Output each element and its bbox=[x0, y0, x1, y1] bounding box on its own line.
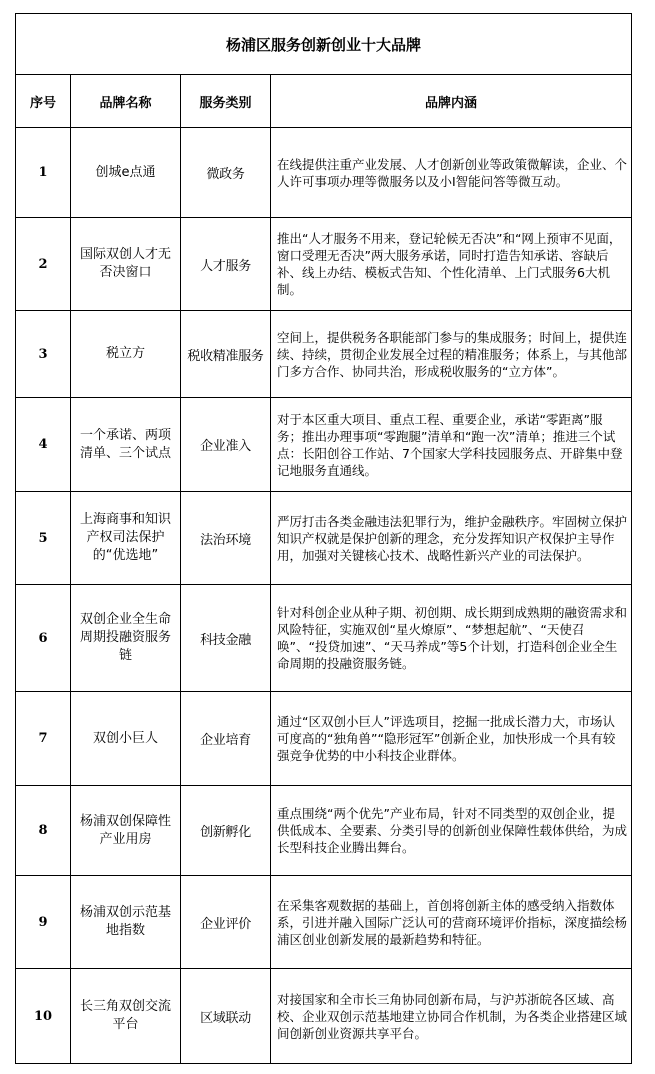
brand-description: 在采集客观数据的基础上，首创将创新主体的感受纳入指数体系，引进并融入国际广泛认可的营商环境评价指标，深度描绘杨浦区创业创新发展的最新趋势和特征。 bbox=[271, 876, 632, 969]
service-type: 税收精准服务 bbox=[181, 311, 271, 398]
table-row bbox=[16, 218, 632, 311]
table-title: 杨浦区服务创新创业十大品牌 bbox=[16, 14, 632, 75]
brand-name: 税立方 bbox=[71, 311, 181, 398]
row-number: 9 bbox=[16, 876, 71, 969]
row-number: 10 bbox=[16, 969, 71, 1064]
row-number: 5 bbox=[16, 492, 71, 585]
brand-name: 国际双创人才无否决窗口 bbox=[71, 218, 181, 311]
col-header-desc: 品牌内涵 bbox=[271, 75, 632, 128]
brand-description: 对接国家和全市长三角协同创新布局，与沪苏浙皖各区域、高校、企业双创示范基地建立协同合作机制，为各类企业搭建区域间创新创业资源共享平台。 bbox=[271, 969, 632, 1064]
brand-name: 杨浦双创示范基地指数 bbox=[71, 876, 181, 969]
row-number: 4 bbox=[16, 398, 71, 492]
table-row bbox=[16, 585, 632, 692]
brand-description: 严厉打击各类金融违法犯罪行为，维护金融秩序。牢固树立保护知识产权就是保护创新的理念，充分发挥知识产权保护主导作用，加强对关键核心技术、战略性新兴产业的司法保护。 bbox=[271, 492, 632, 585]
row-number: 1 bbox=[16, 128, 71, 218]
brand-description: 通过“区双创小巨人”评选项目，挖掘一批成长潜力大，市场认可度高的“独角兽”“隐形冠军”创新企业，加快形成一个具有较强竞争优势的中小科技企业群体。 bbox=[271, 692, 632, 786]
row-number: 2 bbox=[16, 218, 71, 311]
brand-description: 对于本区重大项目、重点工程、重要企业，承诺“零距离”服务；推出办理事项“零跑腿”清单和“跑一次”清单；推进三个试点：长阳创谷工作站、7个国家大学科技园服务点、开辟集中登记地服务直通线。 bbox=[271, 398, 632, 492]
table-row bbox=[16, 492, 632, 585]
col-header-name: 品牌名称 bbox=[71, 75, 181, 128]
service-type: 科技金融 bbox=[181, 585, 271, 692]
brand-name: 上海商事和知识产权司法保护的“优选地” bbox=[71, 492, 181, 585]
col-header-no: 序号 bbox=[16, 75, 71, 128]
brand-name: 创城e点通 bbox=[71, 128, 181, 218]
brand-name: 一个承诺、两项清单、三个试点 bbox=[71, 398, 181, 492]
brand-description: 针对科创企业从种子期、初创期、成长期到成熟期的融资需求和风险特征，实施双创“星火燎原”、“梦想起航”、“天使召唤”、“投贷加速”、“天马养成”等5个计划，打造科创企业全生命周期的投融资服务链。 bbox=[271, 585, 632, 692]
header-row bbox=[16, 75, 632, 128]
row-number: 7 bbox=[16, 692, 71, 786]
service-type: 法治环境 bbox=[181, 492, 271, 585]
table-row bbox=[16, 969, 632, 1064]
title-row bbox=[16, 14, 632, 75]
table-row bbox=[16, 311, 632, 398]
service-type: 创新孵化 bbox=[181, 786, 271, 876]
service-type: 区域联动 bbox=[181, 969, 271, 1064]
table-row bbox=[16, 692, 632, 786]
brand-description: 空间上，提供税务各职能部门参与的集成服务；时间上，提供连续、持续，贯彻企业发展全过程的精准服务；体系上，与其他部门多方合作、协同共治，形成税收服务的“立方体”。 bbox=[271, 311, 632, 398]
service-type: 企业培育 bbox=[181, 692, 271, 786]
row-number: 8 bbox=[16, 786, 71, 876]
brand-description: 重点围绕“两个优先”产业布局，针对不同类型的双创企业，提供低成本、全要素、分类引导的创新创业保障性载体供给，为成长型科技企业腾出舞台。 bbox=[271, 786, 632, 876]
table-row bbox=[16, 786, 632, 876]
brand-description: 推出“人才服务不用来，登记轮候无否决”和“网上预审不见面，窗口受理无否决”两大服务承诺，同时打造告知承诺、容缺后补、线上办结、模板式告知、个性化清单、上门式服务6大机制。 bbox=[271, 218, 632, 311]
brand-name: 长三角双创交流平台 bbox=[71, 969, 181, 1064]
brand-description: 在线提供注重产业发展、人才创新创业等政策微解读，企业、个人许可事项办理等微服务以及小I智能问答等微互动。 bbox=[271, 128, 632, 218]
table-row bbox=[16, 128, 632, 218]
service-type: 企业准入 bbox=[181, 398, 271, 492]
table-row bbox=[16, 876, 632, 969]
row-number: 3 bbox=[16, 311, 71, 398]
brand-table bbox=[15, 13, 632, 1064]
service-type: 人才服务 bbox=[181, 218, 271, 311]
brand-name: 杨浦双创保障性产业用房 bbox=[71, 786, 181, 876]
brand-name: 双创企业全生命周期投融资服务链 bbox=[71, 585, 181, 692]
row-number: 6 bbox=[16, 585, 71, 692]
table-row bbox=[16, 398, 632, 492]
service-type: 企业评价 bbox=[181, 876, 271, 969]
service-type: 微政务 bbox=[181, 128, 271, 218]
brand-name: 双创小巨人 bbox=[71, 692, 181, 786]
col-header-type: 服务类别 bbox=[181, 75, 271, 128]
